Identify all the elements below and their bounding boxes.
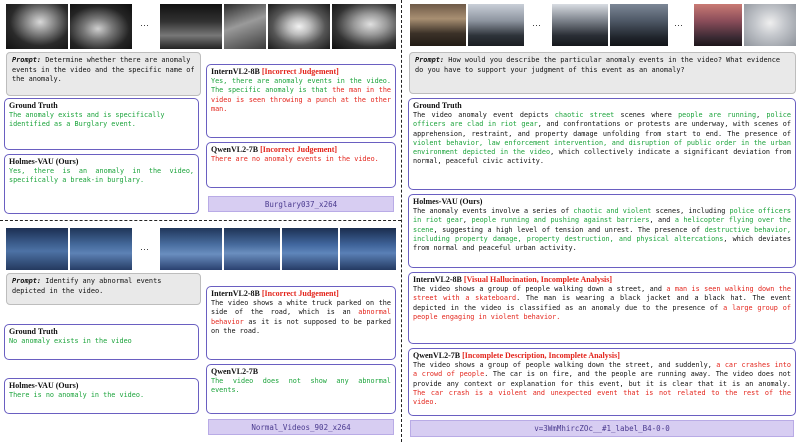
- q1-holmes-text: [9, 167, 194, 186]
- q2-frame-2: [70, 228, 132, 270]
- q2-frame-1: [6, 228, 68, 270]
- q3-frame-5: [694, 4, 742, 46]
- q2-internvl-tag: [Incorrect Judgement]: [261, 289, 339, 298]
- q3-holmes-title: Holmes-VAU (Ours): [413, 197, 483, 206]
- q3-ellipsis-1: ···: [532, 20, 541, 30]
- q1-frame-1: [6, 4, 68, 49]
- horizontal-divider: [0, 220, 401, 221]
- q1-ground-truth-box: [4, 98, 199, 150]
- q3-prompt-box: [409, 52, 796, 94]
- q2-internvl-box: [206, 286, 396, 360]
- q3-qwen-tag: [Incomplete Description, Incomplete Analysis]: [462, 351, 620, 360]
- q2-prompt-label: Prompt:: [12, 277, 42, 285]
- q1-frame-4: [224, 4, 266, 49]
- q2-ground-truth-box: [4, 324, 199, 360]
- q3-internvl-box: [408, 272, 796, 344]
- q2-holmes-text: [9, 391, 194, 400]
- q2-ellipsis: ···: [140, 244, 149, 254]
- q2-frame-3: [160, 228, 222, 270]
- text-segment: a helicopter flying over the scene: [413, 216, 792, 234]
- q2-holmes-title: Holmes-VAU (Ours): [9, 381, 79, 390]
- text-segment: . The man is wearing a black jacket and a black hat. The event depicted in the video is classified as an anomaly due to the presence of: [413, 294, 791, 312]
- text-segment: a car crashes into a crowd of people: [413, 361, 791, 379]
- q1-holmes-box: [4, 154, 199, 214]
- q2-qwen-box: [206, 364, 396, 414]
- q3-holmes-box: [408, 194, 796, 268]
- text-segment: There is no anomaly in the video.: [9, 391, 145, 399]
- q1-ellipsis: ···: [140, 20, 149, 30]
- text-segment: , which collectively indicate a significant deviation from normal, peaceful civic activity.: [413, 148, 791, 166]
- q3-internvl-text: [413, 285, 791, 322]
- q2-frame-6: [340, 228, 396, 270]
- q2-qwen-title: QwenVL2-7B: [211, 367, 259, 376]
- text-segment: scenes, including: [651, 207, 730, 215]
- text-segment: . The car is on fire, and the people are running away. The video does not provide any context or explanation for this event, but it is clear that it is an anomaly.: [413, 370, 791, 388]
- text-segment: The video anomaly event depicts: [413, 111, 555, 119]
- q2-qwen-text: [211, 377, 391, 396]
- text-segment: chaotic street: [554, 111, 615, 119]
- q3-frame-4: [610, 4, 668, 46]
- q1-holmes-title: Holmes-VAU (Ours): [9, 157, 79, 166]
- text-segment: violent behavior, law enforcement intervention, and disruption of public order in the urban environment depicted in the video: [413, 138, 791, 157]
- text-segment: The video shows a group of people walking down the street, and suddenly,: [413, 361, 717, 369]
- q1-qwen-box: [206, 142, 396, 188]
- q3-ground-truth-title: Ground Truth: [413, 101, 462, 110]
- q3-ground-truth-text: [413, 111, 791, 167]
- q3-frame-6: [744, 4, 796, 46]
- q3-frame-1: [410, 4, 466, 46]
- text-segment: a large group of people engaging in violent behavior.: [413, 303, 791, 321]
- vertical-divider: [401, 0, 402, 442]
- q2-holmes-box: [4, 378, 199, 414]
- q1-ground-truth-text: [9, 111, 194, 130]
- q3-frame-2: [468, 4, 524, 46]
- text-segment: The video shows a white truck parked on the side of the road, which is an: [211, 299, 391, 317]
- q3-holmes-text: [413, 207, 791, 253]
- text-segment: as it is not supposed to be parked on the road.: [211, 317, 391, 335]
- q3-qwen-box: [408, 348, 796, 416]
- q1-qwen-tag: [Incorrect Judgement]: [260, 145, 338, 154]
- q3-qwen-text: [413, 361, 791, 407]
- q1-frame-2: [70, 4, 132, 49]
- q1-internvl-title: InternVL2-8B: [211, 67, 262, 76]
- text-segment: The video shows a group of people walking down a street, and: [413, 285, 667, 293]
- q1-internvl-text: [211, 77, 391, 114]
- q2-internvl-text: [211, 299, 391, 336]
- q1-qwen-title: QwenVL2-7B: [211, 145, 261, 154]
- text-segment: The anomaly events involve a series of: [413, 207, 574, 215]
- text-segment: The car crash is a violent and unexpected event that is not related to the rest of the video.: [413, 388, 791, 407]
- q2-ground-truth-title: Ground Truth: [9, 327, 58, 336]
- text-segment: , and confrontations or protests are underway, with scenes of apprehension, restraint, and property damage unfolding from start to end. The presence of: [413, 120, 791, 138]
- text-segment: The anomaly exists and is specifically identified as a Burglary event.: [9, 111, 165, 129]
- text-segment: , suggesting a high level of tension and unrest. The presence of: [433, 225, 705, 234]
- q1-frame-3: [160, 4, 222, 49]
- q3-internvl-tag: [Visual Hallucination, Incomplete Analysis]: [463, 275, 613, 284]
- text-segment: Yes, there are anomaly events in the video. The specific anomaly is that: [211, 77, 391, 95]
- q3-prompt-text: How would you describe the particular anomaly events in the video? What evidence do you have to support your judgment of this event as an anomaly?: [415, 56, 781, 74]
- q1-internvl-box: [206, 64, 396, 138]
- text-segment: abnormal behavior: [211, 308, 391, 326]
- q2-prompt-box: [6, 273, 201, 305]
- text-segment: There are no anomaly events in the video.: [211, 155, 379, 163]
- text-segment: the man in the video is seen throwing a punch at the other man.: [211, 86, 392, 113]
- q1-internvl-tag: [Incorrect Judgement]: [261, 67, 339, 76]
- q2-prompt-text: Identify any abnormal events depicted in the video.: [12, 277, 162, 295]
- text-segment: , which deviates from normal and peaceful urban activity.: [413, 234, 791, 253]
- q1-video-id: Burglary037_x264: [208, 196, 394, 212]
- text-segment: people running and pushing against barriers: [471, 216, 650, 225]
- text-segment: ,: [756, 111, 767, 119]
- q2-video-id: Normal_Videos_902_x264: [208, 419, 394, 435]
- q1-prompt-label: Prompt:: [12, 56, 42, 64]
- q1-prompt-text: Determine whether there are anomaly events in the video and the specific name of the anomaly.: [12, 56, 195, 84]
- q1-frame-5: [268, 4, 330, 49]
- q3-ground-truth-box: [408, 98, 796, 190]
- q2-frame-5: [282, 228, 338, 270]
- text-segment: No anomaly exists in the video: [9, 337, 132, 345]
- text-segment: chaotic and violent: [573, 207, 652, 215]
- q3-video-id: v=3WmMhircZOc__#1_label_B4-0-0: [410, 420, 794, 437]
- q1-ground-truth-title: Ground Truth: [9, 101, 58, 110]
- q3-frame-3: [552, 4, 608, 46]
- q3-prompt-label: Prompt:: [415, 56, 445, 64]
- q2-internvl-title: InternVL2-8B: [211, 289, 262, 298]
- q3-internvl-title: InternVL2-8B: [413, 275, 464, 284]
- q3-qwen-title: QwenVL2-7B: [413, 351, 463, 360]
- text-segment: scenes where: [614, 111, 679, 119]
- text-segment: Yes, there is an anomaly in the video, specifically a break-in burglary.: [9, 167, 194, 185]
- text-segment: police officers are clad in riot gear: [413, 111, 791, 129]
- q3-ellipsis-2: ···: [674, 20, 683, 30]
- text-segment: ,: [462, 216, 472, 225]
- text-segment: a man is seen walking down the street with a skateboard: [413, 285, 791, 303]
- text-segment: , and: [649, 216, 675, 225]
- q1-qwen-text: [211, 155, 391, 164]
- text-segment: police officers in riot gear: [413, 207, 792, 225]
- text-segment: destructive behavior, including property damage, property destruction, and physical altercations: [413, 225, 791, 243]
- q1-prompt-box: [6, 52, 201, 96]
- q1-frame-6: [332, 4, 396, 49]
- text-segment: people are running: [678, 111, 757, 119]
- q2-frame-4: [224, 228, 280, 270]
- text-segment: The video does not show any abnormal events.: [211, 377, 391, 395]
- q2-ground-truth-text: [9, 337, 194, 346]
